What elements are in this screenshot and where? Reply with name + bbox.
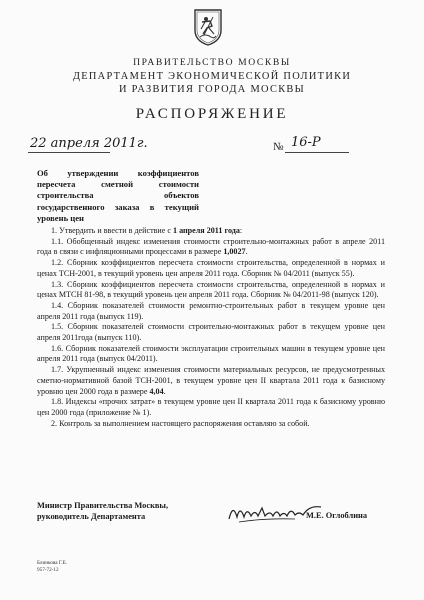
signatory-title [37, 500, 168, 523]
paragraph-1-2: 1.2. Сборник коэффициентов пересчета стоимости строительства, определенной в нормах и ценах ТСН-2001, в текущий уровень цен апреля 2011 года. Сборник № 04/2011 (выпуск 55). [37, 258, 385, 278]
paragraph-1-end: : [239, 226, 243, 235]
document-body [37, 226, 385, 429]
moscow-coat-of-arms-icon [193, 8, 223, 46]
paragraph-1-1 [37, 237, 385, 258]
paragraph-1-text: 1. Утвердить и ввести в действие с [51, 226, 173, 235]
paragraph-2: 2. Контроль за выполнением настоящего распоряжения оставляю за собой. [51, 418, 310, 428]
signatory-title-line1: Министр Правительства Москвы, [37, 501, 169, 510]
paragraph-1-8: 1.8. Индексы «прочих затрат» в текущем уровне цен II квартала 2011 года к базисному уровню цен 2000 года (приложение № 1). [37, 397, 385, 417]
number-label: № [273, 141, 284, 153]
paragraph-1-7-text: 1.7. Укрупненный индекс изменения стоимости материальных ресурсов, не предусмотренных сметно-нормативной базой ТСН-2001, в текущем уровне цен II квартала 2011 года к базисному уровню цен 2000 года в размере [37, 365, 385, 396]
paragraph-1-6: 1.6. Сборник показателей стоимости эксплуатации строительных машин в текущем уровне цен апреля 2011 года (выпуск 04/2011). [37, 343, 385, 364]
paragraph-1-3: 1.3. Сборник коэффициентов пересчета стоимости строительства, определенной в нормах и ценах МТСН 81-98, в текущий уровень цен апреля 2011 года. Сборник № 04/2011-98 (выпуск 120). [37, 279, 385, 300]
document-subject: Об утверждении коэффициентов пересчета сметной стоимости строительства объектов государственного заказа в текущий уровень цен [37, 168, 199, 223]
materials-index-value: 4,04 [149, 386, 164, 396]
inflation-index-value: 1,0027 [223, 247, 246, 257]
document-date: 22 апреля 2011г. [30, 136, 148, 151]
paragraph-1-1-end: . [245, 247, 248, 257]
department-name-line1: ДЕПАРТАМЕНТ ЭКОНОМИЧЕСКОЙ ПОЛИТИКИ [72, 71, 352, 82]
paragraph-1 [37, 226, 385, 237]
signatory-title-line2: руководитель Департамента [37, 512, 146, 522]
government-name: ПРАВИТЕЛЬСТВО МОСКВЫ [133, 57, 291, 68]
paragraph-1-1-text: 1.1. Обобщенный индекс изменения стоимости строительно-монтажных работ в апреле 2011 года в связи с инфляционными процессами в размере [37, 236, 385, 257]
executor-phone: 957-72-12 [37, 567, 59, 574]
document-number: 16-Р [291, 135, 321, 150]
date-underline [28, 152, 110, 153]
paragraph-1-7 [37, 365, 385, 397]
number-underline [285, 152, 349, 153]
signatory-name: М.Е. Оглоблина [306, 511, 368, 520]
effective-date: 1 апреля 2011 года [173, 226, 240, 235]
paragraph-1-7-end: . [163, 386, 166, 396]
executor-info [37, 560, 67, 574]
document-type: РАСПОРЯЖЕНИЕ [135, 106, 289, 122]
paragraph-1-5: 1.5. Сборник показателей стоимости строительно-монтажных работ в текущем уровне цен апреля 2011года (выпуск 110). [37, 322, 385, 343]
paragraph-1-4: 1.4. Сборник показателей стоимости ремонтно-строительных работ в текущем уровне цен апреля 2011 года (выпуск 119). [37, 300, 385, 321]
executor-name: Блинкова Г.Е. [37, 560, 68, 566]
department-name-line2: И РАЗВИТИЯ ГОРОДА МОСКВЫ [118, 84, 306, 95]
